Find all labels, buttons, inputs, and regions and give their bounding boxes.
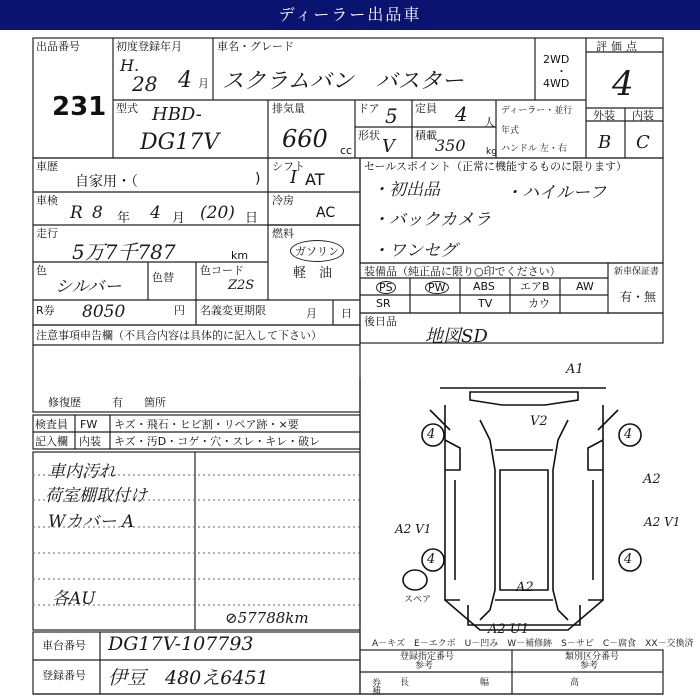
diagram-mark-a1: A1 <box>566 362 584 377</box>
sales-point-1: ・初出品 <box>372 180 440 200</box>
note-line-2: 荷室棚取付け <box>45 486 147 506</box>
load-value: 350 <box>435 136 466 155</box>
lot-no-value: 231 <box>52 92 107 122</box>
inspector-label: 検査員 <box>35 418 68 431</box>
sales-point-4: ・ワンセグ <box>372 241 457 261</box>
month-label: 月 <box>306 307 317 320</box>
repair-yes: 有 <box>112 396 123 409</box>
equipment-label: 装備品（純正品に限り○印でください） <box>364 265 561 278</box>
handle-label: ハンドル 左・右 <box>501 144 567 154</box>
width-label: 幅 <box>480 678 490 688</box>
diagram-mark-a2v1-left: A2 V1 <box>395 522 432 536</box>
inspection-era: R <box>70 203 83 223</box>
dealer-line-label: ディーラー・並行 <box>501 106 573 116</box>
equip-aw: AW <box>576 280 594 293</box>
inspection-day-unit: 日 <box>245 211 259 226</box>
seats-value: 4 <box>455 102 468 126</box>
sales-point-2: ・ハイルーフ <box>505 183 607 203</box>
ext-label: 外装 <box>593 109 615 122</box>
diagram-mark-wheel-fl: 4 <box>427 427 436 442</box>
int-grade: C <box>636 132 650 153</box>
color-change-label: 色替 <box>152 271 174 284</box>
writer-label: 記入欄 <box>35 435 68 448</box>
first-reg-era: H. <box>120 56 140 75</box>
color-code-label: 色コード <box>200 264 244 277</box>
damage-legend: A－キズ E－エクボ U－凹み W－補修跡 S－サビ C－腐食 XX－交換済 <box>372 639 694 649</box>
reg-expiry-label: 名義変更期限 <box>200 304 266 317</box>
ref1-label: 参考 <box>415 661 434 671</box>
later-items-label: 後日品 <box>364 315 397 328</box>
shift-options: AT <box>305 170 325 189</box>
shape-value: V <box>382 136 395 157</box>
warranty-label: 新車保証書 <box>614 267 660 277</box>
diagram-mark-wheel-rr: 4 <box>624 552 633 567</box>
note-line-6: ⊘57788km <box>225 609 309 627</box>
cat-no-label: 類別区分番号 <box>565 652 620 662</box>
note-line-5: 各AU <box>52 589 96 609</box>
reg-point-label: 登録指定番号 <box>400 652 455 662</box>
page-header: ディーラー出品車 <box>0 0 700 30</box>
model-grade-label: 車名・グレード <box>217 40 294 53</box>
doors-value: 5 <box>385 104 398 128</box>
shape-label: 形状 <box>358 129 380 142</box>
load-label: 積載 <box>415 129 437 142</box>
eval-score: 4 <box>612 64 634 104</box>
scratch-row: キズ・飛石・ヒビ割・リペア跡・×要 <box>114 418 299 431</box>
2wd-label: 2WD <box>543 53 570 66</box>
long-label: 長 <box>400 678 410 688</box>
lot-no-label: 出品番号 <box>36 40 80 53</box>
diagram-mark-a2-right: A2 <box>643 472 661 487</box>
diagram-mark-wheel-rl: 4 <box>427 552 436 567</box>
sales-point-label: セールスポイント（正常に機能するものに限ります） <box>364 160 628 173</box>
4wd-label: 4WD <box>543 77 570 90</box>
fuel-value-circled: ガソリン <box>290 240 344 262</box>
history-value: 自家用・（ <box>75 174 138 190</box>
equip-pw: PW <box>425 281 449 294</box>
cc-label: cc <box>340 144 353 157</box>
diagram-mark-wheel-fr: 4 <box>624 427 633 442</box>
diagram-mark-v2: V2 <box>530 414 548 429</box>
diagram-mark-a2v1-right: A2 V1 <box>644 515 681 529</box>
km-label: km <box>231 249 249 262</box>
diagram-mark-a2u1: A2 U1 <box>488 622 530 637</box>
eval-label: 評価点 <box>596 40 641 53</box>
equip-airbag: エアB <box>520 280 550 293</box>
mileage-value: 5万7千787 <box>72 240 176 264</box>
sub-label: 補 <box>372 687 382 697</box>
ext-grade: B <box>598 132 612 153</box>
ticket-label: 券 <box>372 679 382 689</box>
yen-label: 円 <box>174 304 185 317</box>
history-label: 車歴 <box>36 160 58 173</box>
seats-label: 定員 <box>415 102 437 115</box>
height-label: 高 <box>570 678 580 688</box>
r-ticket-label: R券 <box>36 304 55 317</box>
sales-point-3: ・バックカメラ <box>372 210 491 230</box>
diesel-label: 軽 油 <box>293 266 333 281</box>
color-label: 色 <box>36 264 47 277</box>
note-line-1: 車内汚れ <box>48 462 116 482</box>
int-label: 内装 <box>632 109 654 122</box>
equip-ps: PS <box>376 281 396 294</box>
r-ticket-value: 8050 <box>82 302 126 322</box>
note-line-3: Wカバー A <box>48 512 135 532</box>
model-name-value: スクラムバン バスター <box>222 69 464 94</box>
dot-label: ・ <box>556 65 567 78</box>
dirt-row: キズ・汚D・コゲ・穴・スレ・キレ・破レ <box>114 435 321 448</box>
history-close: ) <box>255 171 261 187</box>
kg-label: kg <box>486 147 497 157</box>
equip-tv: TV <box>478 297 493 310</box>
repair-place: 箇所 <box>144 396 166 409</box>
person-label: 人 <box>484 116 495 129</box>
chassis-value: DG17V-107793 <box>108 633 254 655</box>
cooling-label: 冷房 <box>272 194 294 207</box>
day-label: 日 <box>341 307 352 320</box>
type-code: DG17V <box>140 130 220 155</box>
inspection-label: 車検 <box>36 194 58 207</box>
reg-no-label: 登録番号 <box>42 669 86 682</box>
color-value: シルバー <box>55 277 122 297</box>
inspection-month: 4 <box>150 203 161 223</box>
diagram-mark-a2-rear: A2 <box>516 580 534 595</box>
reg-no-value: 伊豆 480え6451 <box>108 667 269 689</box>
fw-label: FW <box>80 418 98 431</box>
equip-kau: カウ <box>528 297 550 310</box>
spare-label: スペア <box>404 595 432 605</box>
first-reg-month-unit: 月 <box>198 77 209 90</box>
shift-val: I <box>290 167 298 188</box>
first-reg-year: 28 <box>132 72 158 96</box>
inspection-month-unit: 月 <box>172 211 186 226</box>
inspection-day: (20) <box>200 203 235 223</box>
ref2-label: 参考 <box>580 661 599 671</box>
doors-label: ドア <box>358 102 380 115</box>
equip-abs: ABS <box>473 280 495 293</box>
model-year-label: 年式 <box>501 126 520 136</box>
mileage-label: 走行 <box>36 227 58 240</box>
displacement-value: 660 <box>282 125 328 153</box>
displacement-label: 排気量 <box>272 102 305 115</box>
fuel-label: 燃料 <box>272 227 294 240</box>
later-items-value: 地図SD <box>425 326 488 347</box>
inspection-year: 8 <box>92 203 103 223</box>
chassis-label: 車台番号 <box>42 639 86 652</box>
equip-sr: SR <box>376 297 391 310</box>
shift-label: シフト <box>272 160 305 173</box>
naiso-label: 内装 <box>79 435 101 448</box>
cooling-value: AC <box>316 205 336 221</box>
warranty-options: 有・無 <box>620 290 657 304</box>
color-code-value: Z2S <box>228 278 255 293</box>
inspection-year-unit: 年 <box>117 211 131 226</box>
first-reg-label: 初度登録年月 <box>116 40 182 53</box>
type-prefix: HBD- <box>152 104 202 125</box>
first-reg-month: 4 <box>178 68 192 93</box>
type-label: 型式 <box>116 102 138 115</box>
repair-label: 修復歴 <box>48 396 81 409</box>
notes-label: 注意事項申告欄（不具合内容は具体的に記入して下さい） <box>36 329 322 342</box>
